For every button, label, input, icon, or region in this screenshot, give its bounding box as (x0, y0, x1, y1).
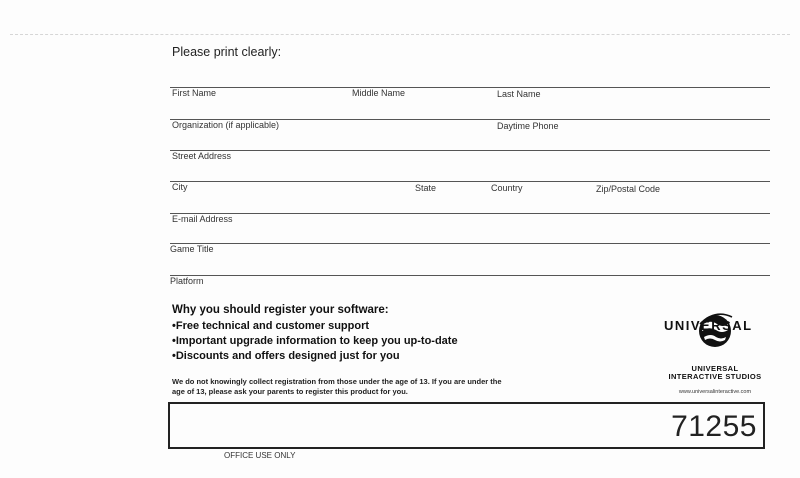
promo-title: Why you should register your software: (172, 304, 389, 316)
street-address-label: Street Address (172, 151, 232, 161)
organization-label: Organization (if applicable) (172, 120, 280, 130)
website-url: www.universalinteractive.com (678, 389, 752, 395)
studio-name-line2: INTERACTIVE STUDIOS (668, 372, 762, 381)
zip-label: Zip/Postal Code (596, 184, 661, 194)
platform-line[interactable] (170, 275, 770, 276)
city-label: City (172, 182, 188, 192)
game-title-label: Game Title (170, 244, 214, 254)
state-label: State (415, 183, 437, 193)
country-label: Country (491, 183, 523, 193)
benefit-list (172, 319, 458, 364)
last-name-label: Last Name (497, 89, 541, 99)
email-label: E-mail Address (172, 214, 233, 224)
benefit-item: • Discounts and offers designed just for you (172, 349, 458, 364)
platform-label: Platform (170, 276, 204, 286)
perforation-line (10, 34, 790, 35)
game-title-line[interactable] (170, 243, 770, 244)
print-instruction: Please print clearly: (172, 45, 282, 59)
office-number: 71255 (671, 410, 757, 443)
email-line[interactable] (170, 213, 770, 214)
studio-name (660, 365, 770, 381)
office-use-label: OFFICE USE ONLY (224, 451, 296, 460)
street-address-line[interactable] (170, 150, 770, 151)
benefit-item: • Important upgrade information to keep you up-to-date (172, 334, 458, 349)
daytime-phone-label: Daytime Phone (497, 121, 559, 131)
brand-wordmark: UNIVERSAL (664, 318, 753, 333)
office-use-box (168, 402, 765, 449)
studio-name-line1: UNIVERSAL (691, 364, 739, 373)
age-disclaimer: We do not knowingly collect registration from those under the age of 13. If you are under the age of 13, please ask your parents to register this product for you. (172, 377, 502, 396)
first-name-label: First Name (172, 88, 217, 98)
name-line[interactable] (170, 87, 770, 88)
city-line[interactable] (170, 181, 770, 182)
middle-name-label: Middle Name (352, 88, 406, 98)
benefit-item: • Free technical and customer support (172, 319, 458, 334)
